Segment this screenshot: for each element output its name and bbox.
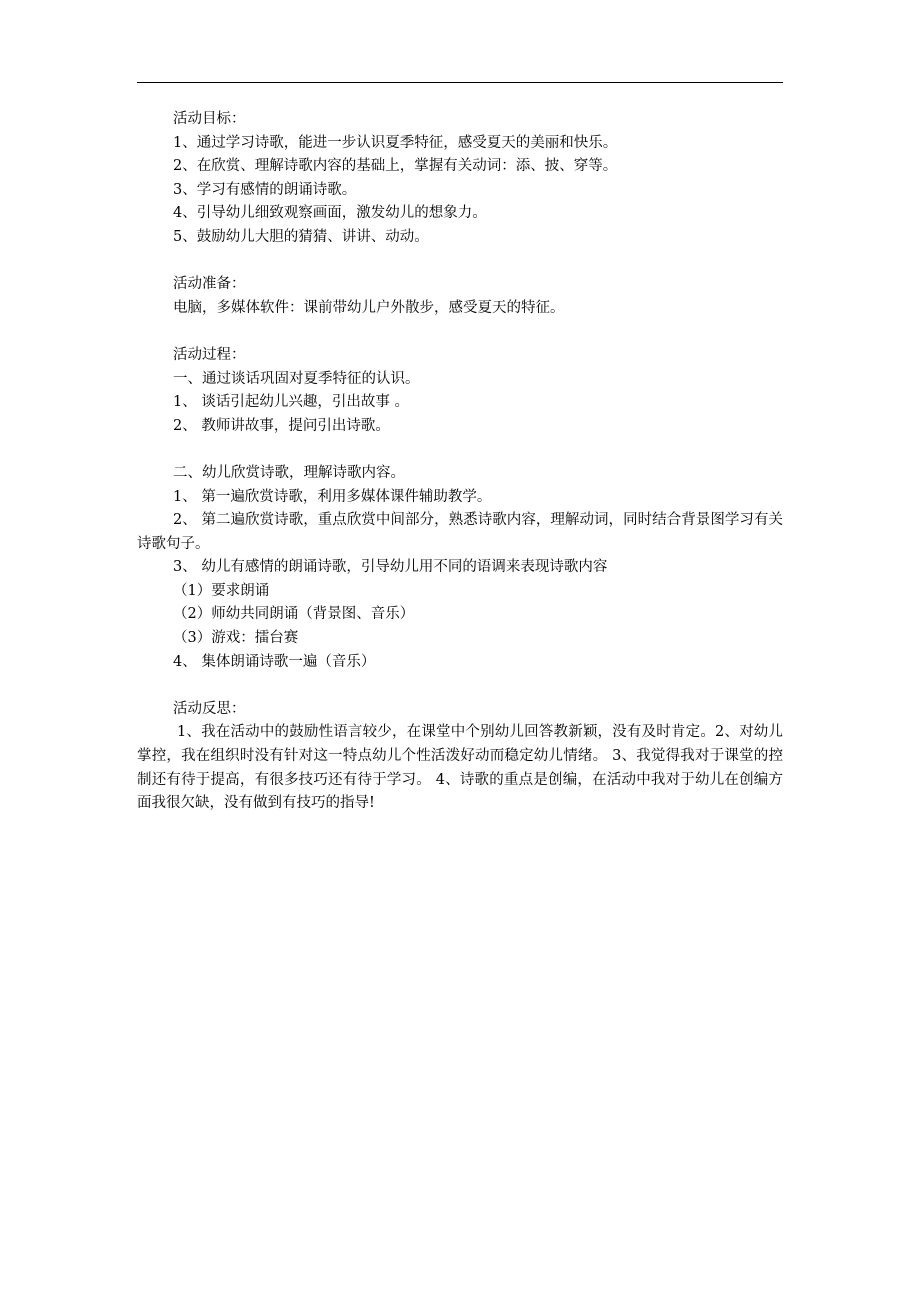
process-sub-item: （1）要求朗诵 [173,582,270,599]
reflection-heading: 活动反思： [173,700,246,717]
spacer [137,674,783,698]
process-part2-item: 3、 幼儿有感情的朗诵诗歌，引导幼儿用不同的语调来表现诗歌内容 [173,559,608,576]
goal-item: 1、通过学习诗歌，能进一步认识夏季特征，感受夏天的美丽和快乐。 [173,134,618,151]
preparation-heading: 活动准备： [173,276,246,293]
process-part1-title: 一、通过谈话巩固对夏季特征的认识。 [173,370,420,387]
process-part2-title: 二、幼儿欣赏诗歌，理解诗歌内容。 [173,464,405,481]
goal-item: 2、在欣赏、理解诗歌内容的基础上，掌握有关动词：添、披、穿等。 [173,158,618,175]
spacer [137,320,783,344]
preparation-text: 电脑，多媒体软件：课前带幼儿户外散步，感受夏天的特征。 [173,299,565,316]
goals-heading: 活动目标： [173,111,246,127]
goal-item: 4、引导幼儿细致观察画面，激发幼儿的想象力。 [173,205,487,222]
process-part1-item: 2、 教师讲故事，提问引出诗歌。 [173,417,390,434]
process-sub-item: （2）师幼共同朗诵（背景图、音乐） [173,606,415,623]
reflection-text: 1、我在活动中的鼓励性语言较少，在课堂中个别幼儿回答教新颖，没有及时肯定。2、对幼儿掌控，我在组织时没有针对这一特点幼儿个性活泼好动而稳定幼儿情绪。 3、我觉得我对于课堂的控制还有待于提高，有很多技巧还有待于学习。 4、诗歌的重点是创编，在活动中我对于幼儿在创编方面我很欠缺，没有做到有技巧的指导! [137,724,783,812]
spacer [137,438,783,462]
goal-item: 3、学习有感情的朗诵诗歌。 [173,181,357,198]
process-part2-item: 4、 集体朗诵诗歌一遍（音乐） [173,653,376,670]
document-body [137,108,783,816]
spacer [137,250,783,274]
process-part2-item: 2、 第二遍欣赏诗歌，重点欣赏中间部分，熟悉诗歌内容，理解动词，同时结合背景图学习有关诗歌句子。 [137,512,783,552]
goal-item: 5、鼓励幼儿大胆的猜猜、讲讲、动动。 [173,228,429,245]
process-part1-item: 1、 谈话引起幼儿兴趣，引出故事 。 [173,394,409,411]
header-rule [137,82,783,83]
process-part2-item: 1、 第一遍欣赏诗歌，利用多媒体课件辅助教学。 [173,488,492,505]
process-sub-item: （3）游戏：擂台赛 [173,630,299,647]
process-heading: 活动过程： [173,346,246,363]
